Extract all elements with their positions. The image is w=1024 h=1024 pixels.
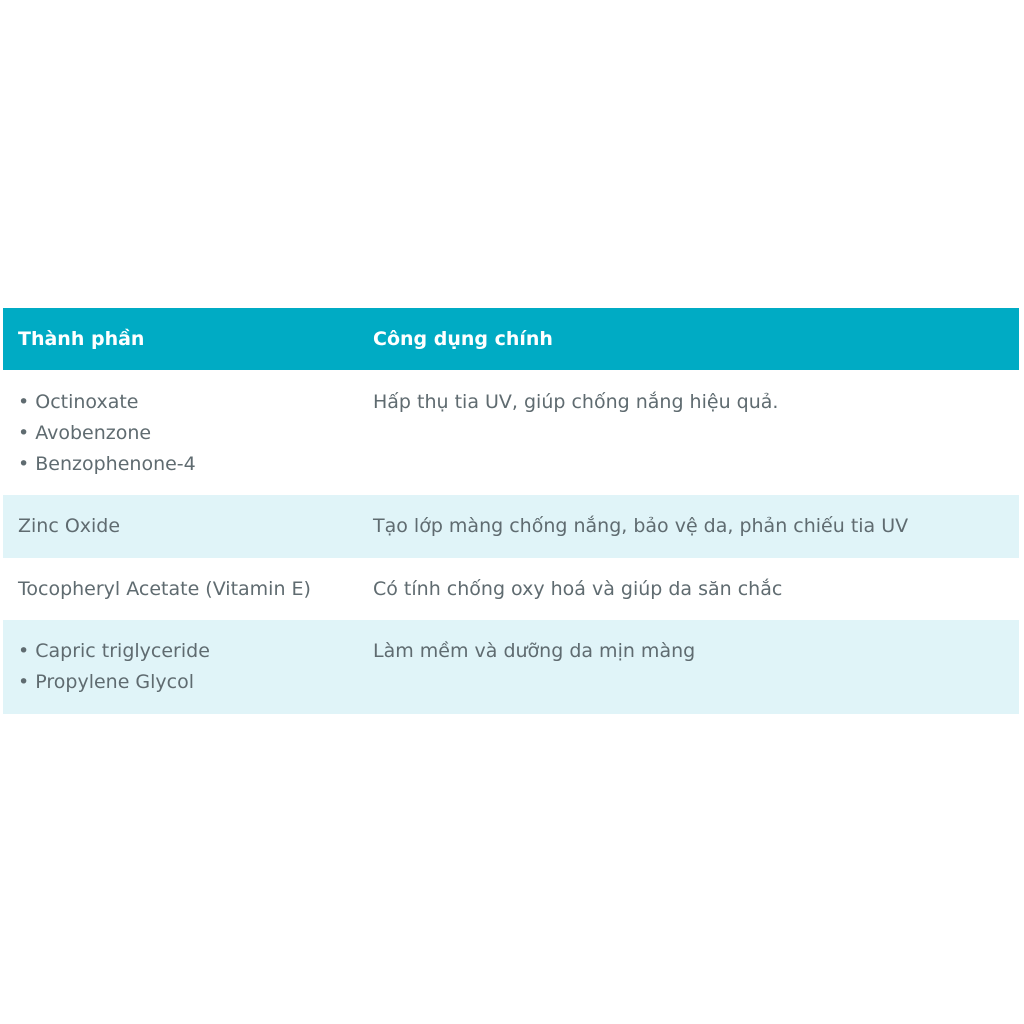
ingredient-item: • Octinoxate bbox=[18, 391, 139, 413]
ingredient-item: • Capric triglyceride bbox=[18, 640, 210, 662]
ingredient-item: • Benzophenone-4 bbox=[18, 453, 196, 475]
table-row bbox=[3, 495, 1019, 558]
ingredient-cell bbox=[3, 574, 373, 605]
function-cell: Có tính chống oxy hoá và giúp da săn chắc bbox=[373, 578, 783, 600]
ingredient-item: Tocopheryl Acetate (Vitamin E) bbox=[18, 578, 311, 600]
table-row bbox=[3, 620, 1019, 714]
ingredient-cell bbox=[3, 387, 373, 480]
function-cell: Làm mềm và dưỡng da mịn màng bbox=[373, 640, 696, 662]
function-cell: Hấp thụ tia UV, giúp chống nắng hiệu quả. bbox=[373, 391, 779, 413]
table-row bbox=[3, 558, 1019, 620]
function-cell: Tạo lớp màng chống nắng, bảo vệ da, phản chiếu tia UV bbox=[373, 515, 909, 537]
ingredient-item: • Propylene Glycol bbox=[18, 671, 195, 693]
ingredient-item: Zinc Oxide bbox=[18, 515, 121, 537]
ingredients-table bbox=[3, 308, 1019, 714]
table-row bbox=[3, 370, 1019, 495]
ingredient-item: • Avobenzone bbox=[18, 422, 152, 444]
table-header bbox=[3, 308, 1019, 370]
header-function: Công dụng chính bbox=[373, 328, 553, 350]
header-ingredient: Thành phần bbox=[18, 328, 145, 350]
ingredient-cell bbox=[3, 636, 373, 698]
ingredient-cell bbox=[3, 511, 373, 542]
